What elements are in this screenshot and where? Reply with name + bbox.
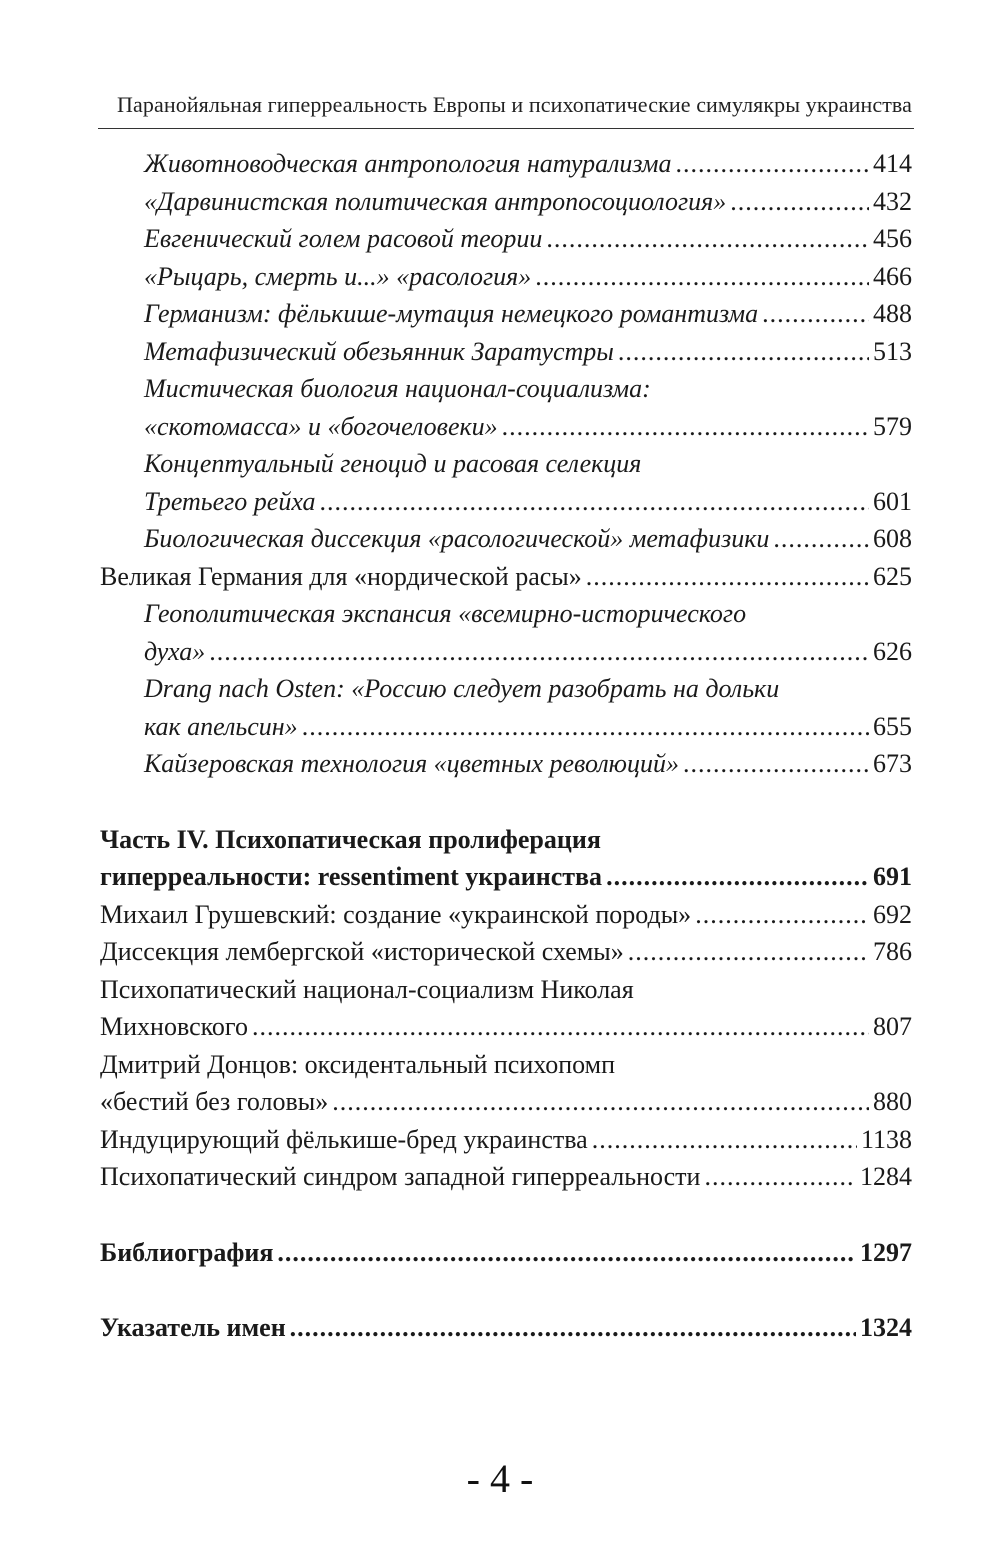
leader-dots (290, 1309, 856, 1347)
toc-entry-page: 880 (873, 1087, 912, 1116)
toc-bibliography-entry[interactable] (100, 1234, 912, 1272)
toc-entry-title: Третьего рейха (144, 486, 316, 516)
leader-dots (628, 933, 869, 971)
leader-dots (683, 745, 869, 783)
toc-entry[interactable] (100, 520, 912, 558)
toc-entry-page: 673 (873, 749, 912, 778)
toc-entry-page: 466 (873, 261, 912, 291)
toc-entry-title: Диссекция лембергской «исторической схемы» (100, 937, 624, 966)
toc-entry-title: «Рыцарь, смерть и...» «расология» (144, 261, 532, 291)
toc-part-entry[interactable] (100, 821, 912, 896)
toc-entry-page: 786 (873, 937, 912, 966)
toc-entry-title: Михновского (100, 1012, 248, 1041)
toc-entry-title: «бестий без головы» (100, 1087, 329, 1116)
toc-entry[interactable] (100, 333, 912, 371)
toc-entry-title: как апельсин» (144, 711, 298, 741)
leader-dots (535, 258, 869, 296)
toc-entry-title: Михаил Грушевский: создание «украинской породы» (100, 899, 692, 929)
toc-entry-title-line1: Концептуальный геноцид и расовая селекция (144, 449, 642, 478)
toc-entry-title: Биологическая диссекция «расологической» метафизики (144, 524, 770, 553)
leader-dots (695, 896, 869, 934)
toc-entry-title-line1: Часть IV. Психопатическая пролиферация (100, 824, 601, 854)
toc-entry-page: 807 (873, 1012, 912, 1041)
leader-dots (502, 408, 869, 446)
leader-dots (320, 483, 869, 521)
leader-dots (592, 1121, 857, 1159)
toc-entry-page: 626 (873, 636, 912, 666)
toc-entry[interactable] (100, 220, 912, 258)
toc-entry[interactable] (100, 295, 912, 333)
toc-entry-title: Метафизический обезьянник Заратустры (144, 336, 614, 366)
toc-entry[interactable] (100, 670, 912, 745)
toc-entry-page: 625 (873, 561, 912, 591)
toc-entry-page: 1284 (860, 1162, 912, 1191)
toc-entry-page: 513 (873, 336, 912, 366)
toc-entry-title: Библиография (100, 1237, 274, 1267)
leader-dots (704, 1158, 856, 1196)
toc-entry-title: гиперреальности: ressentiment украинства (100, 862, 603, 891)
toc-entry-title: Евгенический голем расовой теории (144, 224, 543, 253)
toc-entry-page: 692 (873, 899, 912, 929)
leader-dots (606, 858, 869, 896)
toc-index-entry[interactable] (100, 1309, 912, 1347)
toc-entry-page: 691 (873, 862, 912, 891)
running-head: Паранойяльная гиперреальность Европы и психопатические симулякры украинства (117, 92, 912, 117)
spacer (100, 783, 912, 821)
toc-entry-title-line1: Геополитическая экспансия «всемирно-исторического (144, 599, 747, 628)
spacer (100, 1196, 912, 1234)
leader-dots (302, 708, 869, 746)
toc-entry-title: «Дарвинистская политическая антропосоциология» (144, 186, 727, 216)
toc-entry[interactable] (100, 971, 912, 1046)
toc-entry[interactable] (100, 183, 912, 221)
toc-entry[interactable] (100, 933, 912, 971)
leader-dots (586, 558, 869, 596)
toc-entry-page: 1138 (860, 1124, 912, 1154)
spacer (100, 1271, 912, 1309)
leader-dots (209, 633, 869, 671)
leader-dots (676, 145, 870, 183)
toc-entry-title-line1: Дмитрий Донцов: оксидентальный психопомп (100, 1049, 616, 1079)
toc-entry[interactable] (100, 1121, 912, 1159)
toc-entry-title: Великая Германия для «нордической расы» (100, 561, 582, 591)
toc-entry-page: 456 (873, 224, 912, 253)
toc-entry-page: 579 (873, 411, 912, 441)
page-number: - 4 - (466, 1456, 534, 1501)
leader-dots (730, 183, 869, 221)
toc-entry-title-line1: Drang nach Osten: «Россию следует разобрать на дольки (144, 674, 780, 703)
toc-entry[interactable] (100, 445, 912, 520)
toc-entry-page: 655 (873, 711, 912, 741)
toc-entry-page: 488 (873, 299, 912, 328)
toc-entry[interactable] (100, 258, 912, 296)
toc-entry-title: Психопатический синдром западной гиперреальности (100, 1162, 701, 1191)
toc-entry[interactable] (100, 1046, 912, 1121)
toc-entry-page: 414 (873, 149, 912, 178)
toc-entry[interactable] (100, 896, 912, 934)
leader-dots (332, 1083, 869, 1121)
leader-dots (252, 1008, 869, 1046)
toc-entry-title: духа» (144, 636, 206, 666)
toc-entry-page: 601 (873, 486, 912, 516)
toc-entry-title-line1: Психопатический национал-социализм Николая (100, 974, 634, 1004)
toc-entry-title: «скотомасса» и «богочеловеки» (144, 411, 498, 441)
toc-entry[interactable] (100, 595, 912, 670)
table-of-contents (100, 145, 912, 1347)
toc-entry-title-line1: Мистическая биология национал-социализма: (144, 374, 651, 403)
toc-entry-title: Германизм: фёлькише-мутация немецкого романтизма (144, 299, 759, 328)
toc-entry-title: Кайзеровская технология «цветных революций» (144, 749, 679, 778)
toc-entry[interactable] (100, 745, 912, 783)
toc-entry[interactable] (100, 370, 912, 445)
leader-dots (277, 1234, 856, 1272)
leader-dots (773, 520, 869, 558)
toc-entry-title: Указатель имен (100, 1313, 286, 1342)
toc-entry-title: Индуцирующий фёлькише-бред украинства (100, 1124, 588, 1154)
toc-entry-page: 432 (873, 186, 912, 216)
toc-entry-page: 1324 (860, 1313, 912, 1342)
leader-dots (618, 333, 869, 371)
leader-dots (762, 295, 869, 333)
toc-entry[interactable] (100, 145, 912, 183)
toc-entry[interactable] (100, 558, 912, 596)
toc-entry-title: Животноводческая антропология натурализма (144, 149, 672, 178)
toc-entry-page: 1297 (860, 1237, 912, 1267)
toc-entry[interactable] (100, 1158, 912, 1196)
toc-entry-page: 608 (873, 524, 912, 553)
leader-dots (546, 220, 869, 258)
header-rule (98, 128, 914, 129)
